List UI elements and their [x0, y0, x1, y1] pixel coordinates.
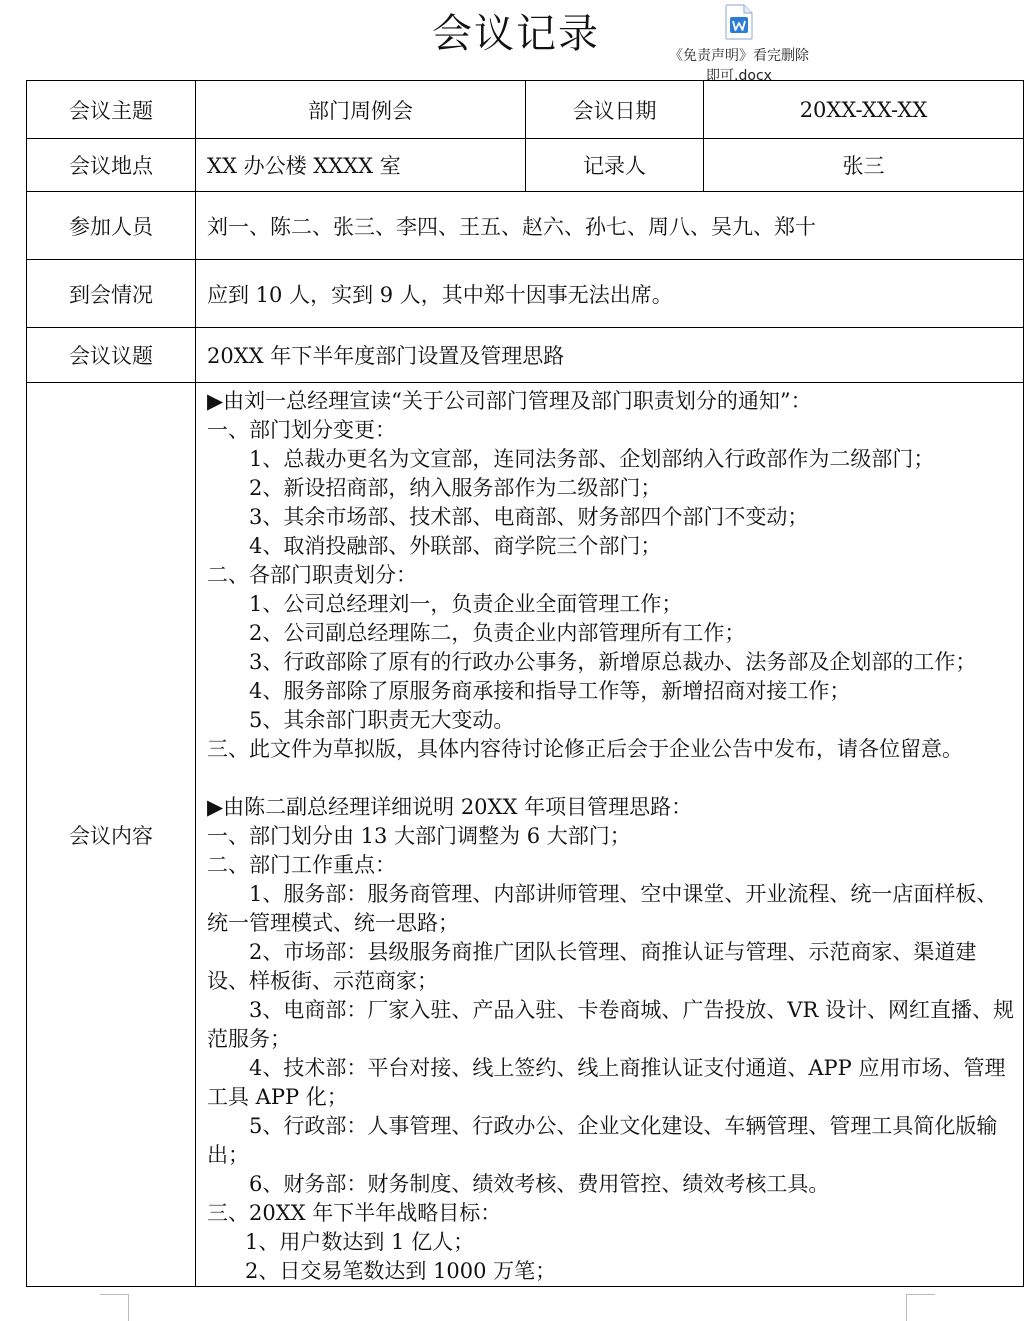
page-corner-mark — [100, 1294, 129, 1321]
attendees-label: 参加人员 — [27, 192, 196, 260]
blank-line — [207, 764, 1015, 793]
recorder-value: 张三 — [704, 139, 1024, 192]
content-label: 会议内容 — [27, 383, 196, 1287]
agenda-label: 会议议题 — [27, 328, 196, 383]
location-value: XX 办公楼 XXXX 室 — [196, 139, 526, 192]
location-label: 会议地点 — [27, 139, 196, 192]
row-agenda — [27, 328, 1024, 383]
list-item: 1、服务部：服务商管理、内部讲师管理、空中课堂、开业流程、统一店面样板、统一管理模式、统一思路； — [207, 882, 998, 935]
list-item: 4、技术部：平台对接、线上签约、线上商推认证支付通道、APP 应用市场、管理工具 APP 化； — [207, 1056, 1006, 1109]
list-item: 3、其余市场部、技术部、电商部、财务部四个部门不变动； — [249, 505, 809, 529]
section1-part2: 二、各部门职责划分： — [207, 563, 417, 587]
list-item: 5、其余部门职责无大变动。 — [249, 708, 515, 732]
section2-part1: 一、部门划分由 13 大部门调整为 6 大部门； — [207, 824, 631, 848]
attachment-file[interactable] — [664, 4, 814, 86]
section1-part1: 一、部门划分变更： — [207, 418, 396, 442]
row-topic — [27, 81, 1024, 139]
attendance-value: 应到 10 人，实到 9 人，其中郑十因事无法出席。 — [196, 260, 1024, 328]
list-item: 3、电商部：厂家入驻、产品入驻、卡卷商城、广告投放、VR 设计、网红直播、规范服务； — [207, 998, 1015, 1051]
section2-part3: 三、20XX 年下半年战略目标： — [207, 1201, 502, 1225]
section2-part2: 二、部门工作重点： — [207, 853, 396, 877]
row-content — [27, 383, 1024, 1287]
list-item: 3、行政部除了原有的行政办公事务，新增原总裁办、法务部及企划部的工作； — [249, 650, 977, 674]
section2-heading: ▶由陈二副总经理详细说明 20XX 年项目管理思路： — [207, 795, 693, 819]
list-item: 1、公司总经理刘一，负责企业全面管理工作； — [249, 592, 683, 616]
recorder-label: 记录人 — [526, 139, 704, 192]
list-item: 2、市场部：县级服务商推广团队长管理、商推认证与管理、示范商家、渠道建设、样板街、示范商家； — [207, 940, 977, 993]
section1-heading: ▶由刘一总经理宣读“关于公司部门管理及部门职责划分的通知”： — [207, 389, 812, 413]
list-item: 2、公司副总经理陈二，负责企业内部管理所有工作； — [249, 621, 746, 645]
date-label: 会议日期 — [526, 81, 704, 139]
meeting-record-table — [26, 80, 1024, 1287]
row-attendees — [27, 192, 1024, 260]
page-corner-mark — [906, 1294, 935, 1321]
section1-part3: 三、此文件为草拟版，具体内容待讨论修正后会于企业公告中发布，请各位留意。 — [207, 737, 963, 761]
attachment-file-name[interactable]: 《免责声明》看完删除即可.docx — [669, 48, 809, 84]
topic-value: 部门周例会 — [196, 81, 526, 139]
list-item: 2、日交易笔数达到 1000 万笔； — [245, 1259, 557, 1283]
list-item: 6、财务部：财务制度、绩效考核、费用管控、绩效考核工具。 — [249, 1172, 830, 1196]
topic-label: 会议主题 — [27, 81, 196, 139]
list-item: 2、新设招商部，纳入服务部作为二级部门； — [249, 476, 662, 500]
row-attendance — [27, 260, 1024, 328]
list-item: 4、服务部除了原服务商承接和指导工作等，新增招商对接工作； — [249, 679, 851, 703]
content-body — [196, 383, 1024, 1287]
word-doc-icon[interactable] — [724, 4, 754, 40]
document-title: 会议记录 — [432, 11, 600, 57]
row-location — [27, 139, 1024, 192]
list-item: 1、总裁办更名为文宣部，连同法务部、企划部纳入行政部作为二级部门； — [249, 447, 935, 471]
list-item: 1、用户数达到 1 亿人； — [245, 1230, 475, 1254]
attendees-value: 刘一、陈二、张三、李四、王五、赵六、孙七、周八、吴九、郑十 — [196, 192, 1024, 260]
list-item: 4、取消投融部、外联部、商学院三个部门； — [249, 534, 662, 558]
agenda-value: 20XX 年下半年度部门设置及管理思路 — [196, 328, 1024, 383]
date-value: 20XX-XX-XX — [704, 81, 1024, 139]
attendance-label: 到会情况 — [27, 260, 196, 328]
list-item: 5、行政部：人事管理、行政办公、企业文化建设、车辆管理、管理工具简化版输出； — [207, 1114, 998, 1167]
